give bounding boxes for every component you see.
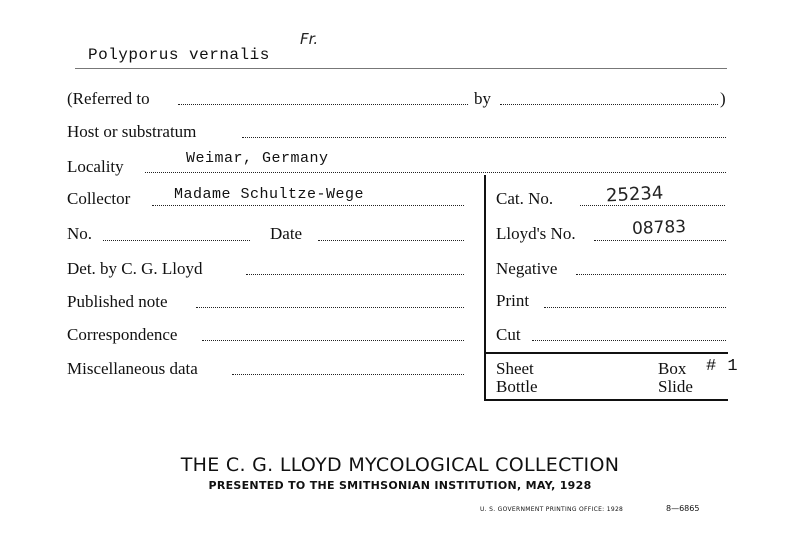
lloyds-no-dots bbox=[594, 240, 726, 241]
catalog-box-left bbox=[484, 175, 486, 401]
collection-subtitle: PRESENTED TO THE SMITHSONIAN INSTITUTION, MAY, 1928 bbox=[208, 479, 592, 492]
locality-value: Weimar, Germany bbox=[186, 150, 329, 167]
name-underline bbox=[75, 68, 727, 69]
correspondence-dots bbox=[202, 340, 464, 341]
host-dots bbox=[242, 137, 726, 138]
lloyds-no-label: Lloyd's No. bbox=[496, 224, 576, 243]
catalog-box-bottom bbox=[484, 399, 728, 401]
slide-label: Slide bbox=[658, 377, 693, 396]
lloyds-no-value: 08783 bbox=[631, 217, 687, 239]
locality-dots bbox=[145, 172, 726, 173]
referred-to-dots bbox=[178, 104, 468, 105]
collection-title: THE C. G. LLOYD MYCOLOGICAL COLLECTION bbox=[180, 454, 620, 476]
specimen-name: Polyporus vernalis bbox=[88, 46, 270, 64]
referred-to-label: (Referred to bbox=[67, 89, 150, 108]
by-dots bbox=[500, 104, 718, 105]
close-paren: ) bbox=[720, 89, 726, 108]
sheet-label: Sheet bbox=[496, 359, 534, 378]
date-dots bbox=[318, 240, 464, 241]
cut-label: Cut bbox=[496, 325, 521, 344]
cat-no-dots bbox=[580, 205, 725, 206]
cat-no-label: Cat. No. bbox=[496, 189, 554, 208]
printing-office-note: U. S. GOVERNMENT PRINTING OFFICE: 1928 bbox=[480, 506, 624, 513]
misc-data-label: Miscellaneous data bbox=[67, 359, 198, 378]
print-label: Print bbox=[496, 291, 530, 310]
print-dots bbox=[544, 307, 726, 308]
misc-data-dots bbox=[232, 374, 464, 375]
no-label: No. bbox=[67, 224, 93, 243]
box-label: Box bbox=[658, 359, 687, 378]
correspondence-label: Correspondence bbox=[67, 325, 178, 344]
published-note-label: Published note bbox=[67, 292, 168, 311]
cat-no-value: 25234 bbox=[605, 182, 664, 207]
box-value: # 1 bbox=[706, 357, 739, 376]
det-by-label: Det. by C. G. Lloyd bbox=[67, 259, 203, 278]
collector-dots bbox=[152, 205, 464, 206]
cut-dots bbox=[532, 340, 726, 341]
bottle-label: Bottle bbox=[496, 377, 538, 396]
published-note-dots bbox=[196, 307, 464, 308]
collector-label: Collector bbox=[67, 189, 131, 208]
specimen-name-annotation: Fr. bbox=[300, 30, 319, 48]
negative-label: Negative bbox=[496, 259, 558, 278]
det-by-dots bbox=[246, 274, 464, 275]
no-dots bbox=[103, 240, 250, 241]
host-label: Host or substratum bbox=[67, 122, 197, 141]
form-number: 8—6865 bbox=[666, 504, 700, 513]
locality-label: Locality bbox=[67, 157, 124, 176]
by-label: by bbox=[474, 89, 491, 108]
date-label: Date bbox=[270, 224, 303, 243]
collector-value: Madame Schultze-Wege bbox=[174, 186, 365, 203]
catalog-box-divider bbox=[484, 352, 728, 354]
negative-dots bbox=[576, 274, 726, 275]
